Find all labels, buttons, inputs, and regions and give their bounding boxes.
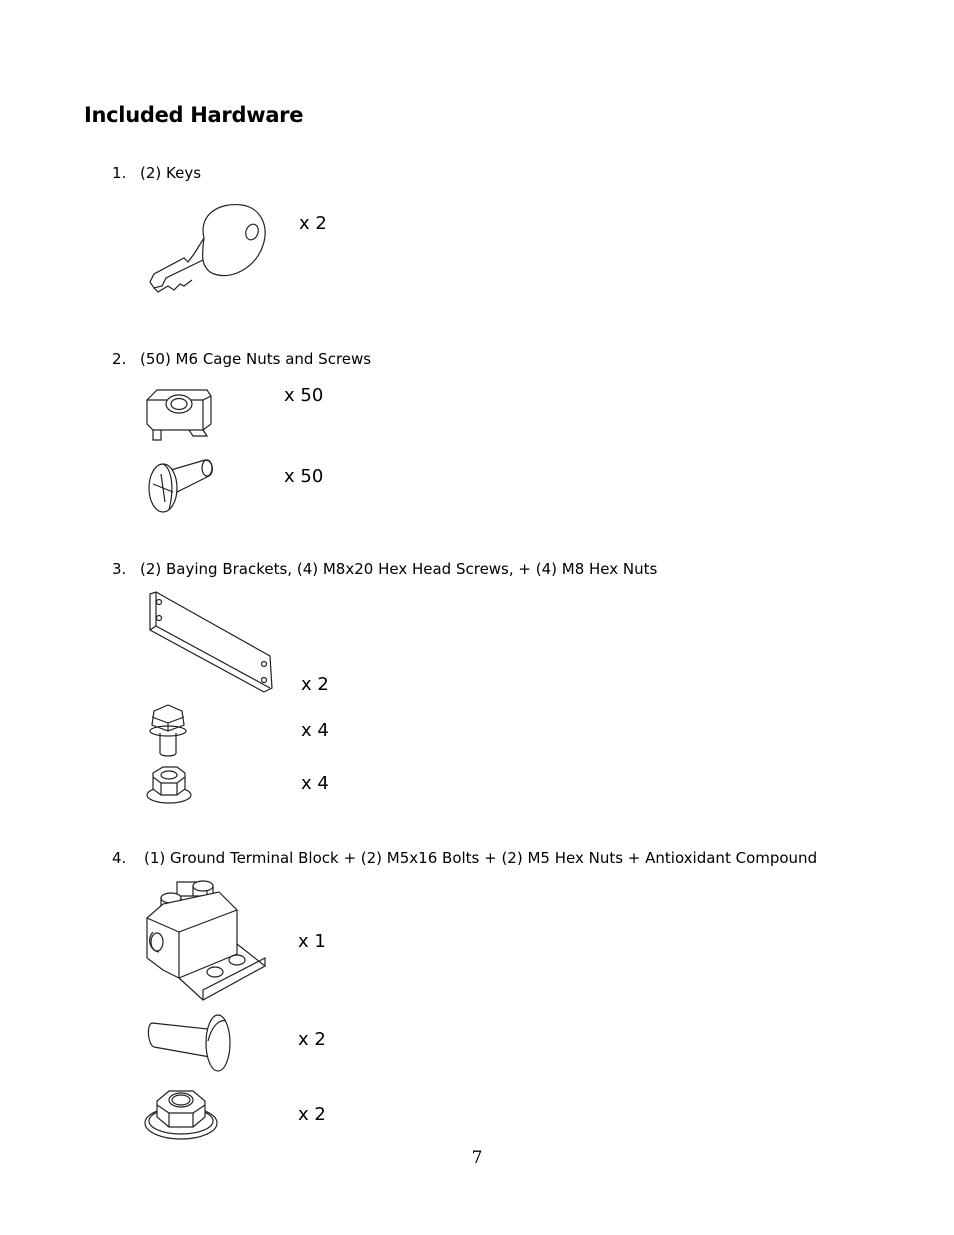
list-item-cage-nuts <box>112 350 371 368</box>
page-number: 7 <box>471 1148 483 1168</box>
list-item-number: 1. <box>112 164 127 182</box>
screw-icon <box>143 456 218 516</box>
quantity-label: x 1 <box>298 931 326 952</box>
list-item-baying-brackets <box>112 560 657 578</box>
ground-terminal-block-icon <box>143 878 268 1003</box>
hex-head-screw-icon <box>146 703 191 758</box>
quantity-label: x 2 <box>298 1104 326 1125</box>
key-icon <box>148 200 273 295</box>
list-item-text: (2) Keys <box>140 164 202 182</box>
bolt-icon <box>146 1011 236 1076</box>
list-item-text: (1) Ground Terminal Block + (2) M5x16 Bolts + (2) M5 Hex Nuts + Antioxidant Compound <box>144 849 818 867</box>
list-item-number: 3. <box>112 560 127 578</box>
list-item-number: 2. <box>112 350 127 368</box>
cage-nut-icon <box>143 386 218 446</box>
quantity-label: x 4 <box>301 773 329 794</box>
quantity-label: x 4 <box>301 720 329 741</box>
quantity-label: x 50 <box>284 385 324 406</box>
quantity-label: x 2 <box>299 213 327 234</box>
list-item-keys <box>112 164 201 182</box>
quantity-label: x 2 <box>298 1029 326 1050</box>
list-item-number: 4. <box>112 849 127 867</box>
quantity-label: x 2 <box>301 674 329 695</box>
baying-bracket-icon <box>146 590 276 695</box>
quantity-label: x 50 <box>284 466 324 487</box>
list-item-text: (2) Baying Brackets, (4) M8x20 Hex Head Screws, + (4) M8 Hex Nuts <box>140 560 658 578</box>
hex-nut-icon <box>145 765 195 805</box>
page-title: Included Hardware <box>84 103 304 127</box>
flange-hex-nut-icon <box>143 1085 223 1145</box>
list-item-text: (50) M6 Cage Nuts and Screws <box>140 350 372 368</box>
list-item-ground-terminal <box>112 849 817 867</box>
